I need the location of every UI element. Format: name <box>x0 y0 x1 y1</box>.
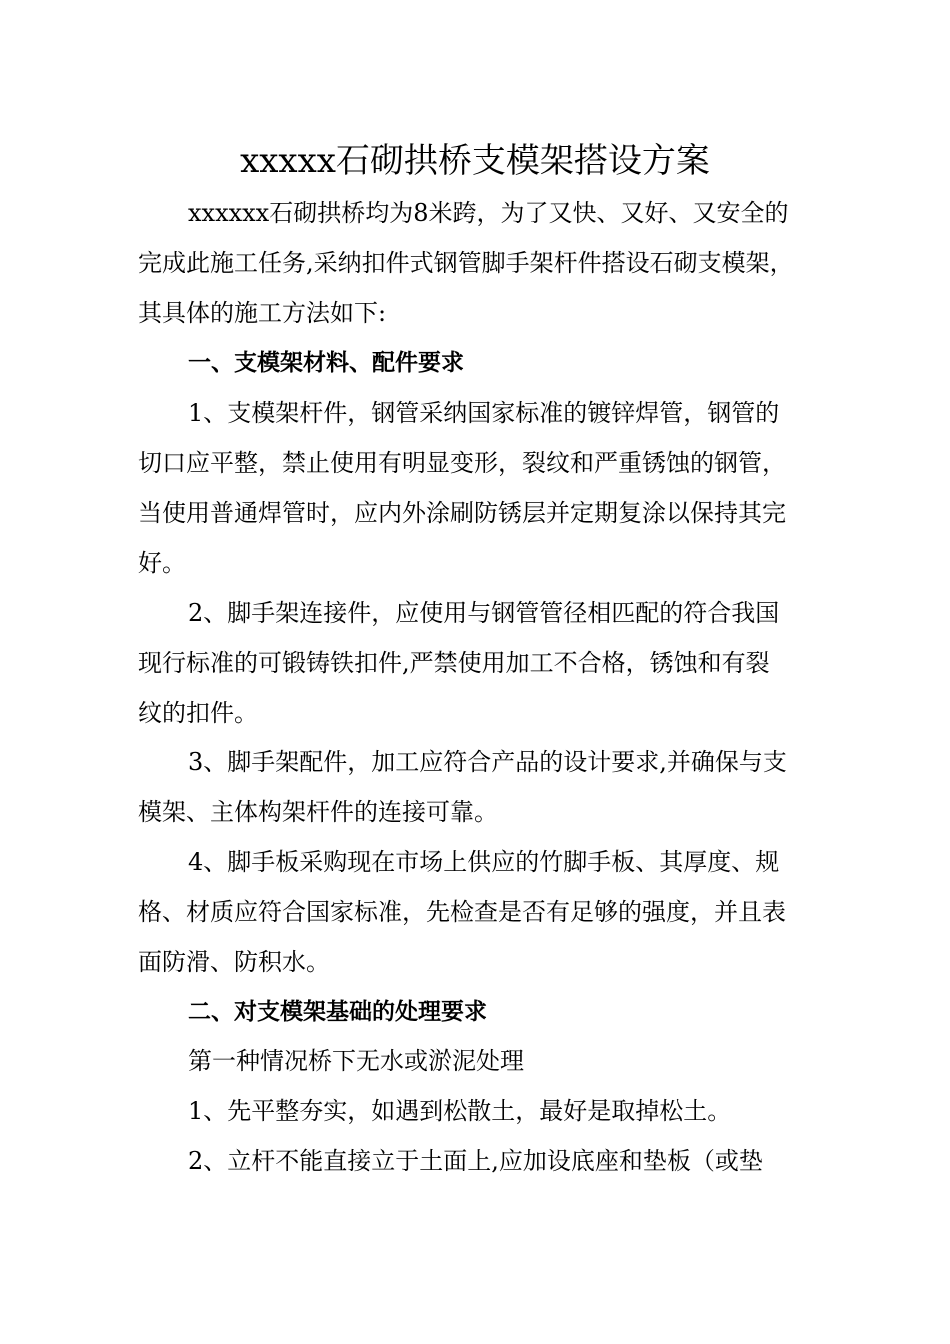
document-title: xxxxx石砌拱桥支模架搭设方案 <box>240 141 710 181</box>
paragraph-line: 2、立杆不能直接立于土面上,应加设底座和垫板（或垫 <box>188 1147 763 1175</box>
paragraph-line: 面防滑、防积水。 <box>138 948 330 976</box>
paragraph-line: 切口应平整，禁止使用有明显变形，裂纹和严重锈蚀的钢管， <box>138 449 786 477</box>
paragraph-line: 3、脚手架配件，加工应符合产品的设计要求,并确保与支 <box>188 748 787 776</box>
section-heading: 一、支模架材料、配件要求 <box>188 350 464 376</box>
paragraph-line: 2、脚手架连接件，应使用与钢管管径相匹配的符合我国 <box>188 599 780 627</box>
paragraph-line: 好。 <box>138 549 186 577</box>
paragraph-line: 1、支模架杆件，钢管采纳国家标准的镀锌焊管，钢管的 <box>188 399 780 427</box>
paragraph-line: 当使用普通焊管时，应内外涂刷防锈层并定期复涂以保持其完 <box>138 499 786 527</box>
paragraph-line: 完成此施工任务,采纳扣件式钢管脚手架杆件搭设石砌支模架， <box>138 249 794 277</box>
paragraph-line: 第一种情况桥下无水或淤泥处理 <box>188 1047 524 1075</box>
paragraph-line: 格、材质应符合国家标准，先检查是否有足够的强度，并且表 <box>138 898 786 926</box>
paragraph-line: 1、先平整夯实，如遇到松散土，最好是取掉松土。 <box>188 1097 732 1125</box>
paragraph-line: 模架、主体构架杆件的连接可靠。 <box>138 798 498 826</box>
paragraph-line: xxxxxx石砌拱桥均为8米跨，为了又快、又好、又安全的 <box>188 199 789 227</box>
paragraph-line: 现行标准的可锻铸铁扣件,严禁使用加工不合格，锈蚀和有裂 <box>138 649 770 677</box>
section-heading: 二、对支模架基础的处理要求 <box>188 999 487 1025</box>
paragraph-line: 纹的扣件。 <box>138 699 258 727</box>
paragraph-line: 4、脚手板采购现在市场上供应的竹脚手板、其厚度、规 <box>188 848 780 876</box>
paragraph-line: 其具体的施工方法如下: <box>138 299 387 327</box>
